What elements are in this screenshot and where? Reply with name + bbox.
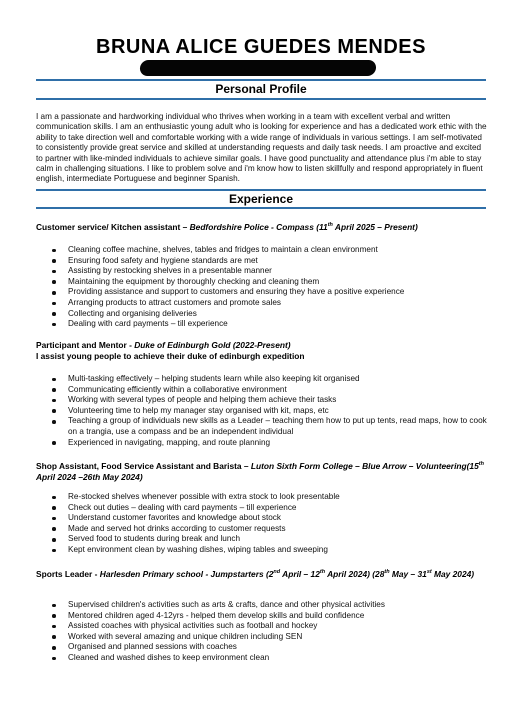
list-item: Mentored children aged 4-12yrs - helped them develop skills and build confidence [36,611,488,622]
list-item: Volunteering time to help my manager stay organised with kit, maps, etc [36,406,488,417]
job-duties-list [36,492,488,556]
list-item: Supervised children's activities such as arts & crafts, dance and other physical activities [36,600,488,611]
job-title: Shop Assistant, Food Service Assistant and Barista – Luton Sixth Form College – Blue Arrow – Volunteering(15th April 2024 –26th May 2024) [36,461,484,482]
job-place: Harlesden Primary school - Jumpstarters (2 [99,569,274,579]
job-date: April – 12 [280,569,320,579]
profile-heading: Personal Profile [215,82,307,96]
job-place: Bedfordshire Police - Compass (11 [189,222,328,232]
list-item: Teaching a group of individuals new skills as a Leader – teaching them how to put up tents, read maps, how to cook on a trangia, use a compass and be an independent individual [36,416,488,437]
list-item: Dealing with card payments – till experience [36,319,488,330]
job-role: Participant and Mentor [36,340,127,350]
job-place: Duke of Edinburgh Gold (2022-Present) [134,340,291,350]
job-date-suffix: nd [273,569,281,576]
list-item: Providing assistance and support to customers and ensuring they have a positive experience [36,287,488,298]
job-date: April 2024) (28 [325,569,385,579]
list-item: Served food to students during break and lunch [36,534,488,545]
list-item: Working with several types of people and helping them achieve their tasks [36,395,488,406]
job-duties-list [36,245,488,330]
list-item: Worked with several amazing and unique children including SEN [36,632,488,643]
list-item: Assisted coaches with physical activities such as football and hockey [36,621,488,632]
list-item: Arranging products to attract customers and promote sales [36,298,488,309]
job-place: Luton Sixth Form College – Blue Arrow – Volunteering(15 [250,461,479,471]
section-rule [36,98,486,100]
list-item: Assisting by restocking shelves in a presentable manner [36,266,488,277]
job-title: Participant and Mentor - Duke of Edinburgh Gold (2022-Present) I assist young people to achieve their duke of edinburgh expedition [36,340,305,361]
job-duties-list [36,374,488,448]
list-item: Made and served hot drinks according to customer requests [36,524,488,535]
section-rule [36,207,486,209]
job-date-suffix: th [319,569,326,576]
list-item: Re-stocked shelves whenever possible with extra stock to look presentable [36,492,488,503]
list-item: Multi-tasking effectively – helping students learn while also keeping kit organised [36,374,488,385]
job-date-suffix: th [478,461,484,468]
list-item: Collecting and organising deliveries [36,309,488,320]
job-title: Sports Leader - Harlesden Primary school - Jumpstarters (2nd April – 12th April 2024) (28th May – 31st May 2024) [36,569,475,579]
experience-heading: Experience [228,192,294,206]
redacted-contact-info [139,60,376,76]
job-role: Shop Assistant, Food Service Assistant and Barista [36,461,242,471]
list-item: Organised and planned sessions with coaches [36,642,488,653]
job-subline: I assist young people to achieve their duke of edinburgh expedition [36,350,305,361]
candidate-name: BRUNA ALICE GUEDES MENDES [96,36,426,58]
job-date: April 2025 – Present) [332,222,418,232]
section-rule [36,79,486,81]
job-date: May 2024) [431,569,475,579]
list-item: Ensuring food safety and hygiene standards are met [36,256,488,267]
list-item: Communicating efficiently within a collaborative environment [36,385,488,396]
job-date: May – 31 [389,569,427,579]
job-duties-list [36,600,488,664]
profile-text: I am a passionate and hardworking individual who thrives when working in a team with excellent verbal and written communication skills. I am an enthusiastic young adult who is looking for experience and has a dedicated work ethic with the ability to take direction well and comfortable working with a wide range of individuals in various settings. I am self-motivated to consistently provide great service and skilled at understanding requests and daily task needs. I am proactive and excited to partner with like-minded individuals to achieve similar goals. I have good punctuality and attendance plus i'm able to stay calm in challenging situations. I like to problem solve and i'm know how to listen skillfully and respond appropriately in fluent english, intermediate Portuguese and beginner Spanish. [36,112,487,184]
job-date-suffix: st [426,569,432,576]
job-title: Customer service/ Kitchen assistant – Bedfordshire Police - Compass (11th April 2025 – Present) [36,222,418,232]
job-role: Sports Leader [36,569,93,579]
list-item: Cleaning coffee machine, shelves, tables and fridges to maintain a clean environment [36,245,488,256]
section-rule [36,189,486,191]
job-date: April 2024 –26th May 2024) [36,471,143,482]
job-role: Customer service/ Kitchen assistant [36,222,181,232]
list-item: Check out duties – dealing with card payments – till experience [36,503,488,514]
list-item: Kept environment clean by washing dishes, wiping tables and sweeping [36,545,488,556]
list-item: Understand customer favorites and knowledge about stock [36,513,488,524]
list-item: Maintaining the equipment by thoroughly checking and cleaning them [36,277,488,288]
list-item: Experienced in navigating, mapping, and route planning [36,438,488,449]
list-item: Cleaned and washed dishes to keep environment clean [36,653,488,664]
job-date-suffix: th [384,569,390,576]
job-date-suffix: th [327,222,333,229]
